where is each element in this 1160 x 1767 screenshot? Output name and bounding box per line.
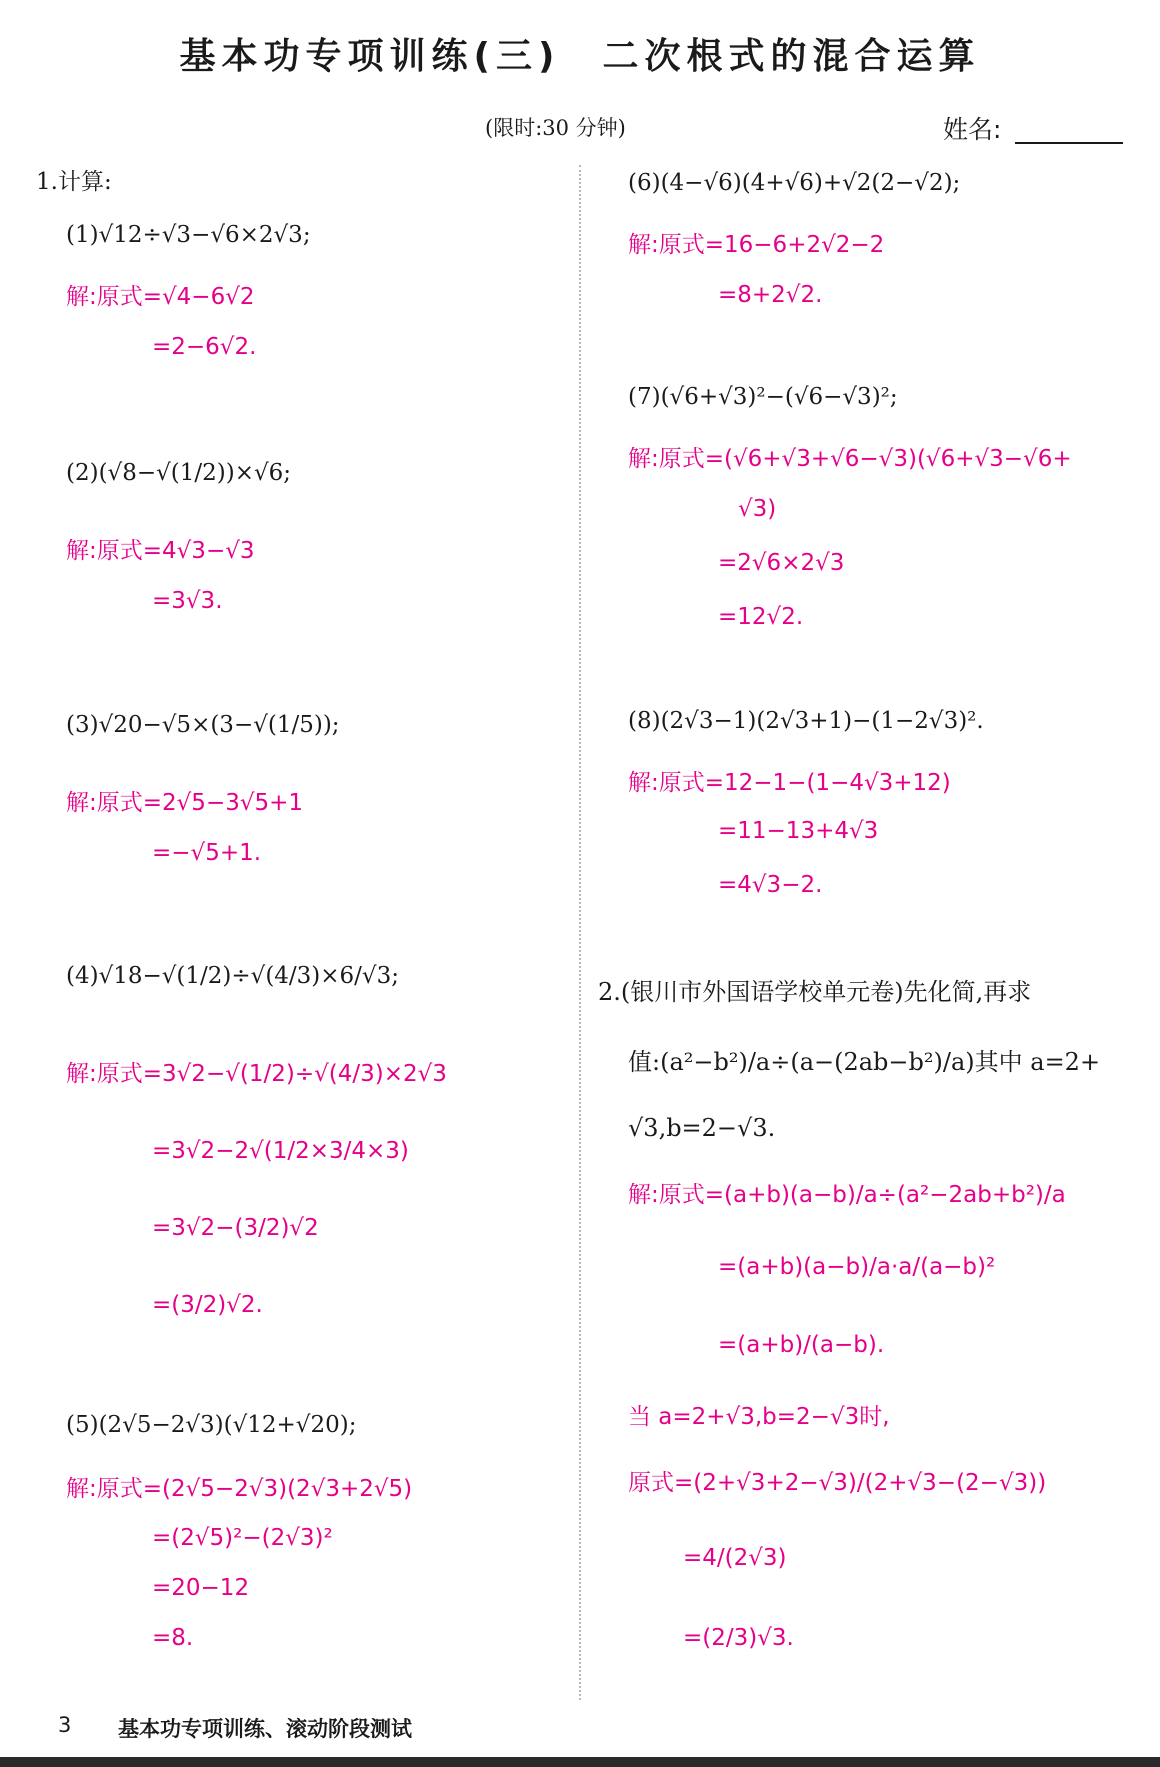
- question-2-line: √3,b=2−√3.: [628, 1114, 776, 1142]
- problem-8-step: =4√3−2.: [718, 872, 823, 898]
- footer-text: 基本功专项训练、滚动阶段测试: [118, 1717, 412, 1741]
- question-2-line: 值:(a²−b²)/a÷(a−(2ab−b²)/a)其中 a=2+: [628, 1048, 1101, 1076]
- page-number: 3: [58, 1713, 72, 1737]
- problem-6-step: =8+2√2.: [718, 282, 823, 308]
- bottom-bar: [0, 1757, 1160, 1767]
- problem-1-step: 解:原式=√4−6√2: [66, 284, 255, 310]
- name-label: 姓名:: [943, 115, 1002, 144]
- problem-3-question: (3)√20−√5×(3−√(1/5));: [66, 712, 340, 738]
- problem-1-question: (1)√12÷√3−√6×2√3;: [66, 222, 311, 248]
- problem-4-step: =3√2−(3/2)√2: [152, 1215, 319, 1241]
- problem-3-step: 解:原式=2√5−3√5+1: [66, 790, 304, 816]
- problem-5-step: =8.: [152, 1625, 194, 1651]
- problem-7-step: =12√2.: [718, 604, 804, 630]
- problem-5-step: =(2√5)²−(2√3)²: [152, 1525, 333, 1551]
- problem-2-step: =3√3.: [152, 588, 223, 614]
- problem-4-step: =(3/2)√2.: [152, 1292, 263, 1318]
- question-2-step: 当 a=2+√3,b=2−√3时,: [628, 1404, 890, 1430]
- column-divider: [579, 165, 581, 1700]
- problem-4-step: =3√2−2√(1/2×3/4×3): [152, 1138, 409, 1164]
- question-2-step: =(2/3)√3.: [683, 1625, 794, 1651]
- time-limit: (限时:30 分钟): [485, 116, 626, 140]
- question-2-line: 2.(银川市外国语学校单元卷)先化简,再求: [598, 978, 1032, 1006]
- question-2-step: 原式=(2+√3+2−√3)/(2+√3−(2−√3)): [628, 1470, 1047, 1496]
- problem-4-question: (4)√18−√(1/2)÷√(4/3)×6/√3;: [66, 963, 399, 989]
- problem-5-step: =20−12: [152, 1575, 250, 1601]
- problem-2-question: (2)(√8−√(1/2))×√6;: [66, 460, 292, 486]
- problem-6-step: 解:原式=16−6+2√2−2: [628, 232, 885, 258]
- question-1-heading: 1.计算:: [36, 169, 112, 195]
- problem-8-step: =11−13+4√3: [718, 818, 879, 844]
- problem-3-step: =−√5+1.: [152, 840, 262, 866]
- problem-4-step: 解:原式=3√2−√(1/2)÷√(4/3)×2√3: [66, 1061, 447, 1087]
- problem-2-step: 解:原式=4√3−√3: [66, 538, 255, 564]
- name-blank: [1015, 142, 1123, 144]
- problem-7-step: =2√6×2√3: [718, 550, 845, 576]
- problem-8-question: (8)(2√3−1)(2√3+1)−(1−2√3)².: [628, 708, 984, 734]
- question-2-step: =(a+b)(a−b)/a·a/(a−b)²: [718, 1254, 996, 1280]
- question-2-step: =(a+b)/(a−b).: [718, 1332, 885, 1358]
- question-2-step: =4/(2√3): [683, 1545, 787, 1571]
- problem-7-step: 解:原式=(√6+√3+√6−√3)(√6+√3−√6+: [628, 446, 1072, 472]
- page-title: 基本功专项训练(三) 二次根式的混合运算: [179, 36, 981, 77]
- problem-6-question: (6)(4−√6)(4+√6)+√2(2−√2);: [628, 170, 961, 196]
- question-2-step: 解:原式=(a+b)(a−b)/a÷(a²−2ab+b²)/a: [628, 1182, 1066, 1208]
- problem-5-question: (5)(2√5−2√3)(√12+√20);: [66, 1412, 357, 1438]
- problem-7-step: √3): [738, 496, 777, 522]
- problem-8-step: 解:原式=12−1−(1−4√3+12): [628, 770, 951, 796]
- problem-7-question: (7)(√6+√3)²−(√6−√3)²;: [628, 384, 898, 410]
- problem-1-step: =2−6√2.: [152, 334, 257, 360]
- problem-5-step: 解:原式=(2√5−2√3)(2√3+2√5): [66, 1476, 413, 1502]
